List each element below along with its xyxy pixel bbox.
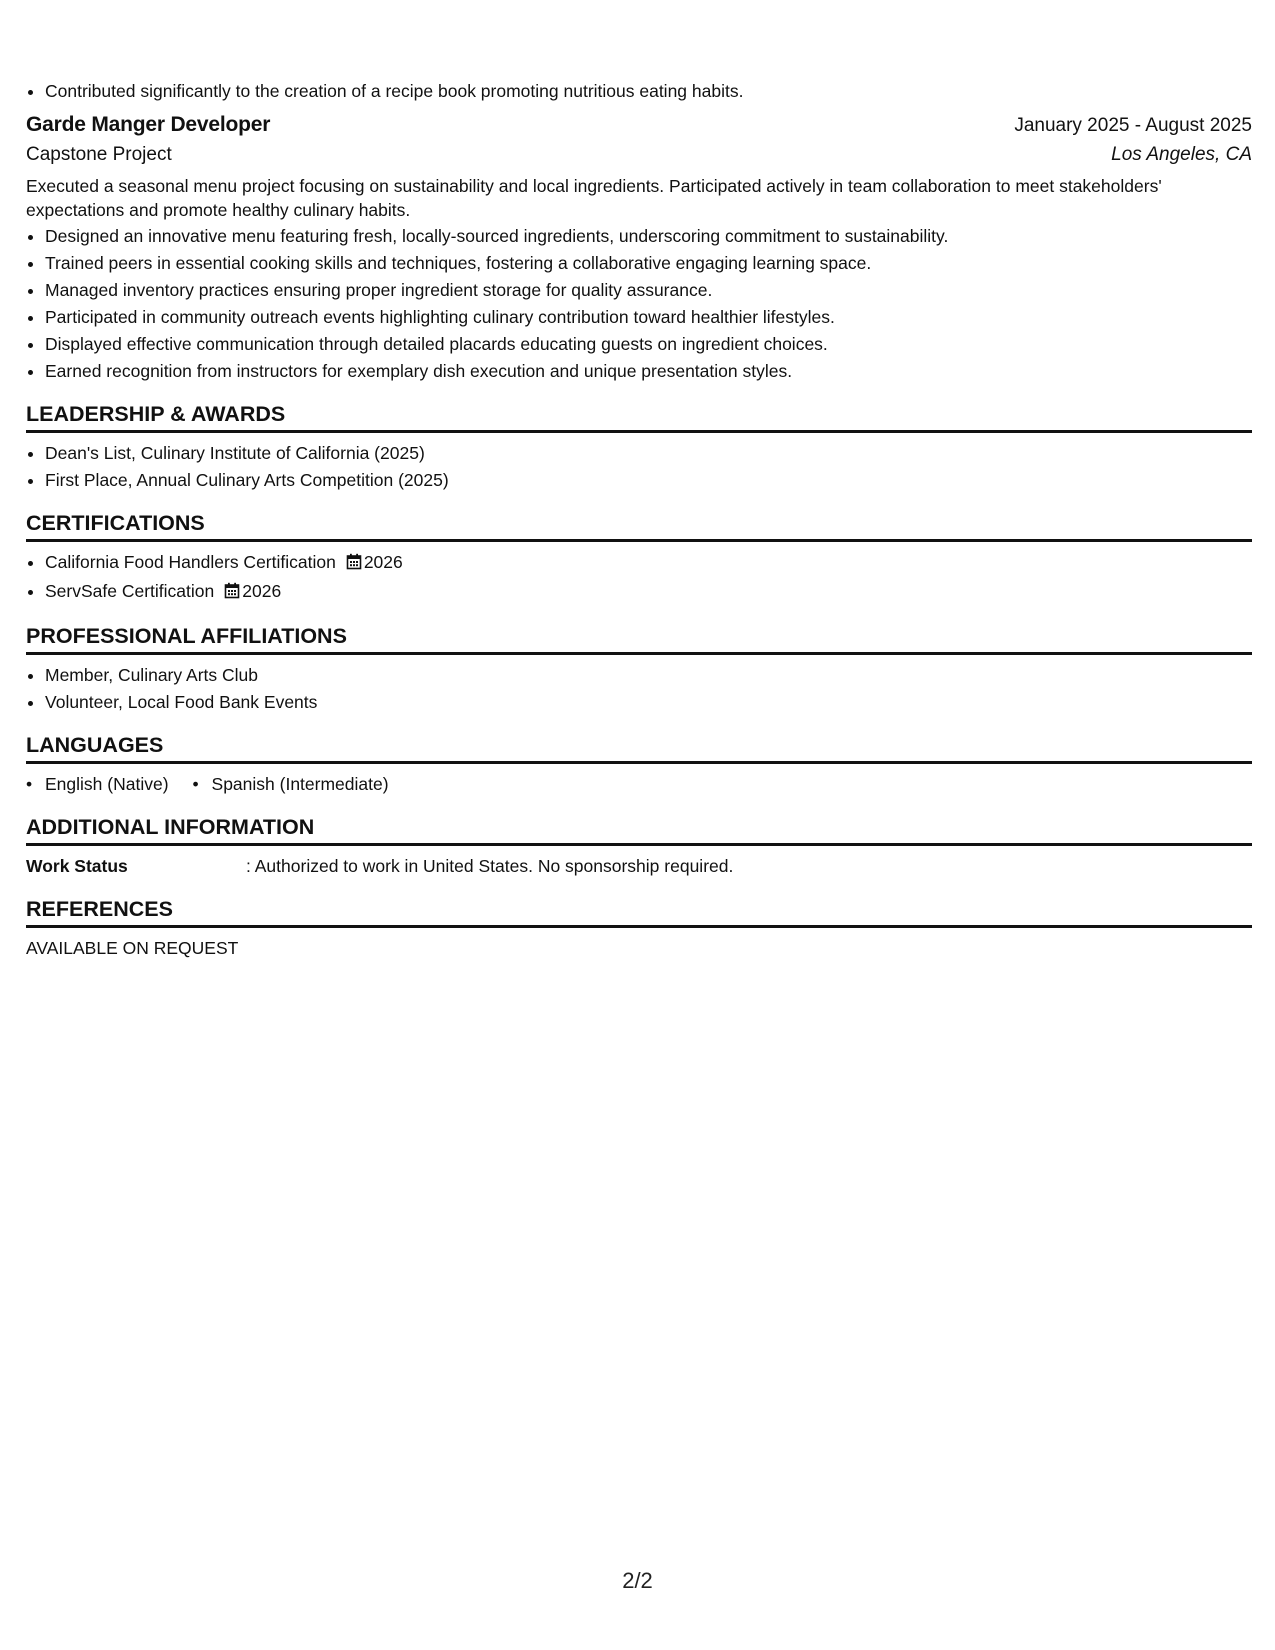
list-item: • Participated in community outreach events highlighting culinary contribution toward healthier lifestyles.: [45, 304, 1252, 331]
page-number: 2/2: [622, 1568, 653, 1593]
job-description: Executed a seasonal menu project focusing on sustainability and local ingredients. Participated actively in team collaboration to meet stakeholders' expectations and promote healthy culinary habits.: [26, 176, 1162, 220]
job-dates: January 2025 - August 2025: [1014, 115, 1252, 136]
languages-list: [26, 771, 1252, 798]
list-item: • Displayed effective communication through detailed placards educating guests on ingredient choices.: [45, 331, 1252, 358]
work-status-label: Work Status: [26, 856, 128, 876]
affiliations-list: [26, 662, 1252, 716]
job-entry: [26, 113, 1252, 385]
previous-job-bullets: [26, 78, 1252, 105]
list-item: • Member, Culinary Arts Club: [45, 662, 1252, 689]
list-item: • Designed an innovative menu featuring fresh, locally-sourced ingredients, underscoring commitment to sustainability.: [45, 223, 1252, 250]
section-heading-affiliations: PROFESSIONAL AFFILIATIONS: [26, 624, 1252, 655]
section-heading-references: REFERENCES: [26, 897, 1252, 928]
work-status-value: : Authorized to work in United States. No sponsorship required.: [246, 856, 734, 876]
certification-year: 2026: [242, 581, 282, 601]
references-text: AVAILABLE ON REQUEST: [26, 938, 239, 958]
work-status-row: [26, 853, 1252, 880]
job-header-row: [26, 113, 1252, 137]
job-subheader-row: [26, 144, 1252, 166]
certification-item: [45, 578, 1252, 607]
leadership-list: [26, 440, 1252, 494]
section-heading-additional-info: ADDITIONAL INFORMATION: [26, 815, 1252, 846]
section-heading-certifications: CERTIFICATIONS: [26, 511, 1252, 542]
job-bullets: [26, 223, 1252, 385]
list-item: • Managed inventory practices ensuring proper ingredient storage for quality assurance.: [45, 277, 1252, 304]
certifications-list: [26, 549, 1252, 607]
language-item: • English (Native): [26, 771, 169, 798]
list-item: • Trained peers in essential cooking skills and techniques, fostering a collaborative engaging learning space.: [45, 250, 1252, 277]
list-item: • First Place, Annual Culinary Arts Competition (2025): [45, 467, 1252, 494]
list-item: • Contributed significantly to the creation of a recipe book promoting nutritious eating habits.: [45, 78, 1252, 105]
language-item: • Spanish (Intermediate): [193, 771, 389, 798]
calendar-icon: [346, 551, 362, 578]
list-item: • Earned recognition from instructors for exemplary dish execution and unique presentation styles.: [45, 358, 1252, 385]
job-organization: Capstone Project: [26, 144, 172, 165]
certification-name: ServSafe Certification: [45, 581, 215, 601]
certification-year: 2026: [363, 552, 403, 572]
job-location: Los Angeles, CA: [1111, 144, 1252, 165]
certification-name: California Food Handlers Certification: [45, 552, 336, 572]
list-item: • Volunteer, Local Food Bank Events: [45, 689, 1252, 716]
section-heading-languages: LANGUAGES: [26, 733, 1252, 764]
calendar-icon: [224, 580, 240, 607]
section-heading-leadership: LEADERSHIP & AWARDS: [26, 402, 1252, 433]
resume-page: [26, 78, 1252, 962]
certification-item: [45, 549, 1252, 578]
job-title: Garde Manger Developer: [26, 113, 271, 136]
list-item: • Dean's List, Culinary Institute of California (2025): [45, 440, 1252, 467]
